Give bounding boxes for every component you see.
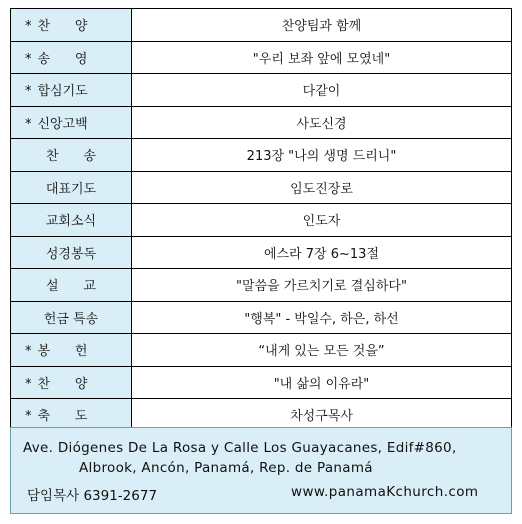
order-item-label: 교회소식 (45, 214, 97, 230)
worship-order-table (10, 8, 512, 432)
table-row (11, 366, 512, 399)
order-item-cell (11, 9, 132, 42)
order-content-cell: "내 삶의 이유라" (132, 366, 512, 399)
order-item-cell (11, 366, 132, 399)
table-row (11, 301, 512, 334)
order-content-cell: 임도진장로 (132, 171, 512, 204)
standing-mark: * (25, 376, 32, 392)
order-content-cell: 213장 "나의 생명 드리니" (132, 139, 512, 172)
order-item-cell (11, 204, 132, 237)
order-item-label: 신앙고백 (37, 116, 88, 132)
table-row (11, 204, 512, 237)
standing-mark: * (25, 84, 32, 100)
address-line-2: Albrook, Ancón, Panamá, Rep. de Panamá (79, 460, 373, 476)
order-item-label: 송 영 (37, 51, 88, 67)
order-item-cell (11, 171, 132, 204)
standing-mark: * (25, 19, 32, 35)
order-content-cell: 사도신경 (132, 106, 512, 139)
order-item-label: 합심기도 (37, 84, 88, 100)
pastor-phone: 담임목사 6391-2677 (27, 488, 158, 504)
church-info-footer (10, 427, 512, 514)
standing-mark: * (25, 116, 32, 132)
order-item-label: 헌금 특송 (43, 311, 99, 327)
order-item-label: 설 교 (46, 279, 96, 295)
table-row (11, 269, 512, 302)
table-row (11, 74, 512, 107)
order-item-cell (11, 106, 132, 139)
order-content-cell: 인도자 (132, 204, 512, 237)
table-row (11, 171, 512, 204)
order-content-cell: "행복" - 박일수, 하은, 하선 (132, 301, 512, 334)
order-item-label: 찬 양 (37, 376, 88, 392)
order-content-cell: 에스라 7장 6~13절 (132, 236, 512, 269)
table-row (11, 106, 512, 139)
table-row (11, 9, 512, 42)
order-item-label: 찬 양 (37, 19, 88, 35)
order-item-label: 찬 송 (46, 149, 96, 165)
order-item-cell (11, 269, 132, 302)
table-row (11, 334, 512, 367)
standing-mark: * (25, 344, 32, 360)
order-content-cell: "말씀을 가르치기로 결심하다" (132, 269, 512, 302)
table-row (11, 139, 512, 172)
order-content-cell: "우리 보좌 앞에 모였네" (132, 41, 512, 74)
address-line-1: Ave. Diógenes De La Rosa y Calle Los Guayacanes, Edif#860, (23, 440, 457, 456)
order-item-cell (11, 334, 132, 367)
order-item-cell (11, 41, 132, 74)
order-item-label: 대표기도 (45, 181, 97, 197)
standing-mark: * (25, 51, 32, 67)
order-item-cell (11, 139, 132, 172)
order-item-cell (11, 236, 132, 269)
website-link[interactable]: www.panamaKchurch.com (291, 484, 479, 500)
order-content-cell: 다같이 (132, 74, 512, 107)
table-row (11, 236, 512, 269)
order-item-label: 봉 헌 (37, 344, 88, 360)
order-content-cell: 차성구목사 (132, 399, 512, 432)
order-item-cell (11, 301, 132, 334)
order-item-label: 축 도 (37, 409, 88, 425)
order-content-cell: “내게 있는 모든 것을” (132, 334, 512, 367)
standing-mark: * (25, 409, 32, 425)
order-content-cell: 찬양팀과 함께 (132, 9, 512, 42)
order-item-label: 성경봉독 (45, 246, 97, 262)
table-row (11, 41, 512, 74)
order-item-cell (11, 74, 132, 107)
